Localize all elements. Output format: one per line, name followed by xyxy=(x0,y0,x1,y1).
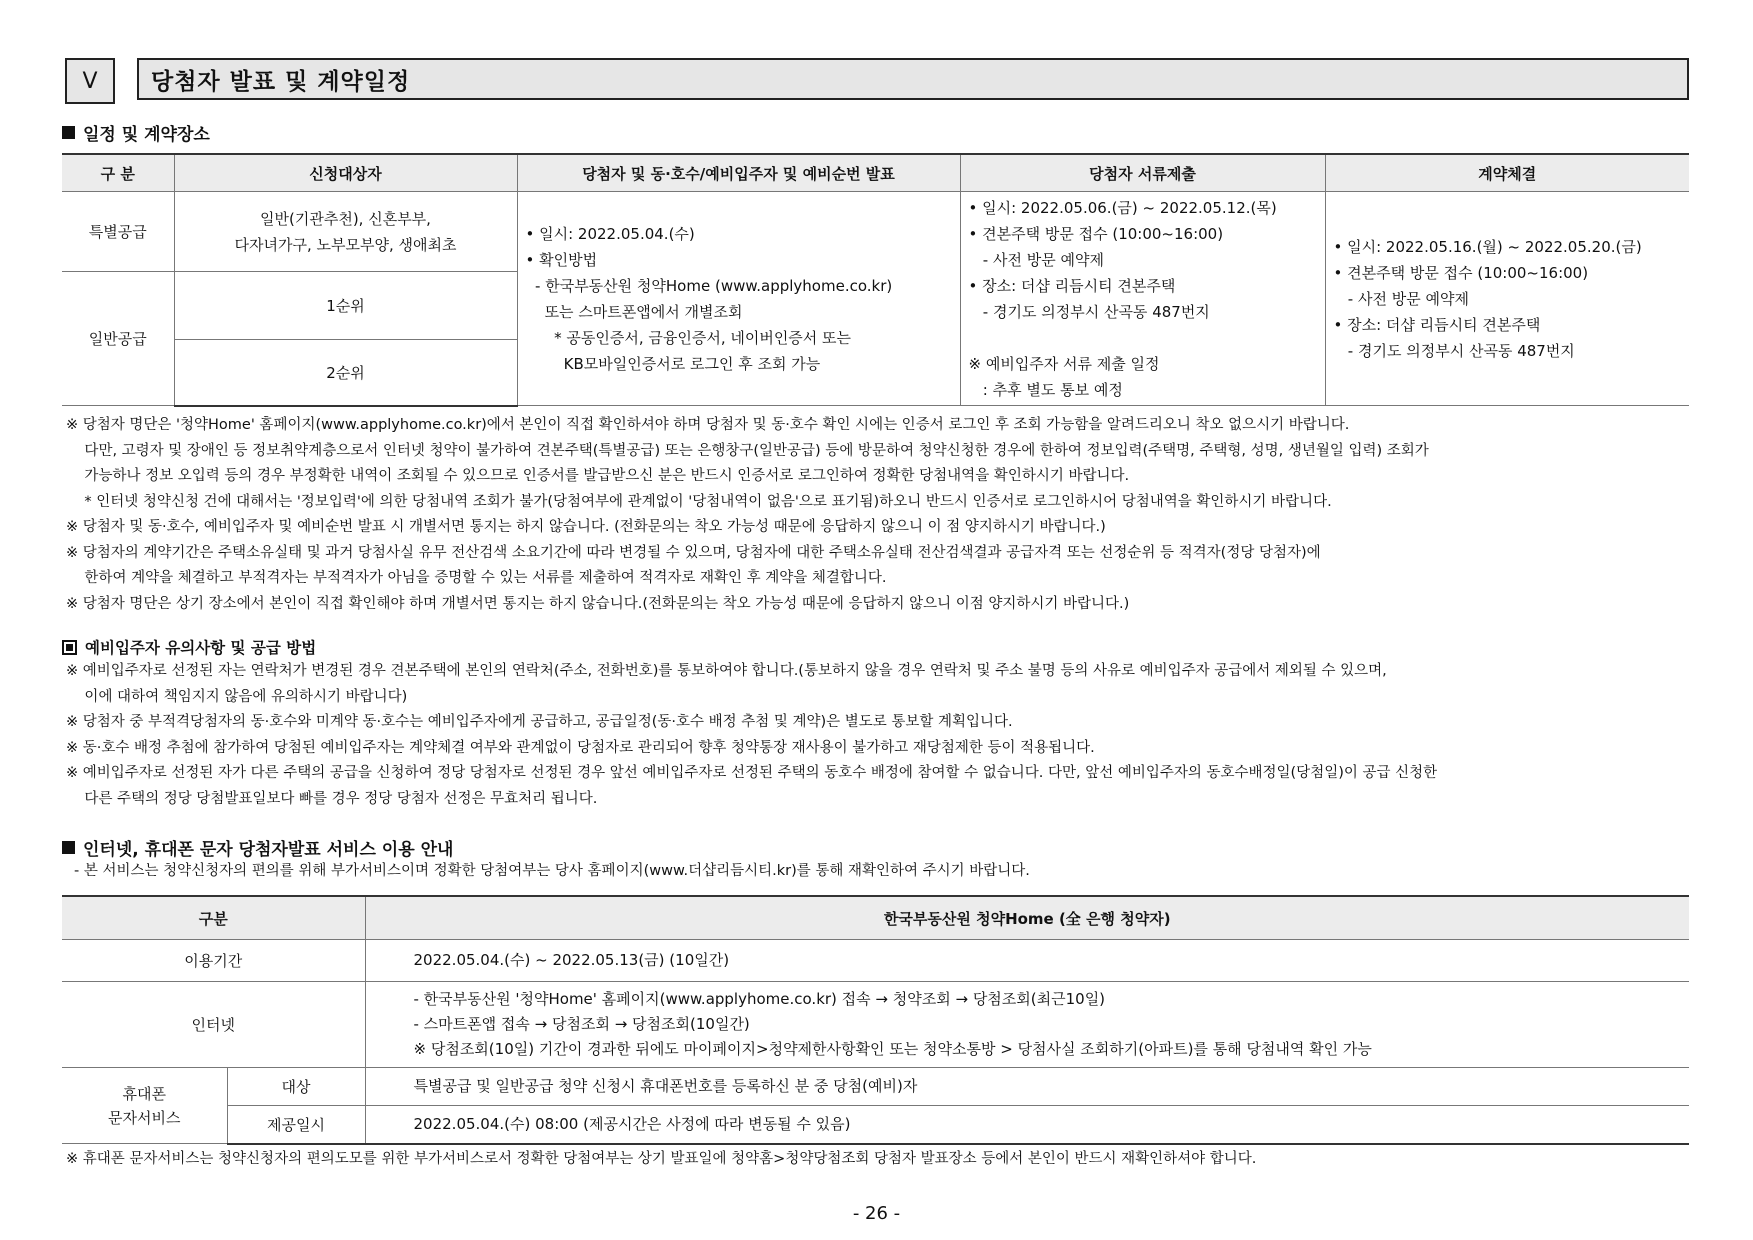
note-line: 가능하나 정보 오입력 등의 경우 부정확한 내역이 조회될 수 있으므로 인증서를 발급받으신 분은 반드시 인증서로 로그인하여 정확한 당첨내역을 확인하시기 바랍니다. xyxy=(66,468,1130,484)
table-row xyxy=(62,940,1689,982)
reserve-notes xyxy=(66,659,1437,812)
documents-cell xyxy=(960,192,1325,406)
service-table xyxy=(62,895,1689,1145)
section-title: 당첨자 발표 및 계약일정 xyxy=(137,58,1689,100)
internet-label: 인터넷 xyxy=(62,982,365,1068)
reserve-note-line: ※ 당첨자 중 부적격당첨자의 동·호수와 미계약 동·호수는 예비입주자에게 공급하고, 공급일정(동·호수 배정 추첨 및 계약)은 별도로 통보할 계획입니다. xyxy=(66,714,1013,730)
sms-label-line: 휴대폰 xyxy=(122,1084,166,1103)
table-row xyxy=(62,192,1689,272)
internet-line: ※ 당첨조회(10일) 기간이 경과한 뒤에도 마이페이지>청약제한사항확인 또는 청약소통방 > 당첨사실 조회하기(아파트)를 통해 당첨내역 확인 가능 xyxy=(413,1040,1372,1058)
square-bullet-icon xyxy=(62,640,77,655)
reserve-note-line: ※ 예비입주자로 선정된 자는 연락처가 변경된 경우 견본주택에 본인의 연락처(주소, 전화번호)를 통보하여야 합니다.(통보하지 않을 경우 연락처 및 주소 불명 등의 사유로 예비입주자 공급에서 제외될 수 있으며, xyxy=(66,663,1387,679)
page-number: - 26 - xyxy=(852,1203,901,1224)
note-line: 한하여 계약을 체결하고 부적격자는 부적격자가 아님을 증명할 수 있는 서류를 제출하여 적격자로 재확인 후 계약을 체결합니다. xyxy=(66,570,887,586)
service-heading-text: 인터넷, 휴대폰 문자 당첨자발표 서비스 이용 안내 xyxy=(83,840,454,860)
header-contract: 계약체결 xyxy=(1325,154,1689,192)
announce-line: * 공동인증서, 금융인증서, 네이버인증서 또는 xyxy=(525,328,852,347)
contract-line: - 경기도 의정부시 산곡동 487번지 xyxy=(1333,341,1575,360)
sms-label xyxy=(62,1068,227,1144)
announce-line: KB모바일인증서로 로그인 후 조회 가능 xyxy=(525,354,821,373)
general-supply-label: 일반공급 xyxy=(62,272,174,406)
reserve-note-line: 다른 주택의 정당 당첨발표일보다 빠를 경우 정당 당첨자 선정은 무효처리 됩니다. xyxy=(66,790,598,807)
documents-line: • 견본주택 방문 접수 (10:00~16:00) xyxy=(968,224,1224,243)
period-label: 이용기간 xyxy=(62,940,365,982)
header-announce: 당첨자 및 동·호수/예비입주자 및 예비순번 발표 xyxy=(517,154,960,192)
reserve-heading xyxy=(62,636,316,658)
reserve-note-line: ※ 예비입주자로 선정된 자가 다른 주택의 공급을 신청하여 정당 당첨자로 선정된 경우 앞선 예비입주자로 선정된 주택의 동호수 배정에 참여할 수 없습니다. 다만, 앞선 예비입주자의 동호수배정일(당첨일)이 공급 신청한 xyxy=(66,765,1438,781)
announce-line: • 일시: 2022.05.04.(수) xyxy=(525,224,695,243)
note-line: ※ 당첨자 및 동·호수, 예비입주자 및 예비순번 발표 시 개별서면 통지는 하지 않습니다. (전화문의는 착오 가능성 때문에 응답하지 않으니 이 점 양지하시기 바랍니다.) xyxy=(66,519,1106,535)
special-target-line: 일반(기관추천), 신혼부부, xyxy=(260,209,431,228)
sms-label-line: 문자서비스 xyxy=(108,1108,181,1127)
documents-line xyxy=(969,325,1324,351)
service-footnote: ※ 휴대폰 문자서비스는 청약신청자의 편의도모를 위한 부가서비스로서 정확한 당첨여부는 상기 발표일에 청약홈>청약당첨조회 당첨자 발표장소 등에서 본인이 반드시 재확인하셔야 합니다. xyxy=(66,1151,1257,1167)
notes-list xyxy=(66,413,1429,617)
square-bullet-icon xyxy=(62,126,75,139)
documents-line: ※ 예비입주자 서류 제출 일정 xyxy=(968,354,1160,373)
rank1-label: 1순위 xyxy=(174,272,517,340)
documents-line: : 추후 별도 통보 예정 xyxy=(968,380,1123,399)
special-targets xyxy=(174,192,517,272)
reserve-heading-text: 예비입주자 유의사항 및 공급 방법 xyxy=(85,639,317,657)
table-row xyxy=(62,982,1689,1068)
schedule-heading xyxy=(62,120,210,145)
table-header-row xyxy=(62,896,1689,940)
target-value: 특별공급 및 일반공급 청약 신청시 휴대폰번호를 등록하신 분 중 당첨(예비)자 xyxy=(365,1068,1689,1106)
contract-line: - 사전 방문 예약제 xyxy=(1333,289,1469,308)
table-row xyxy=(62,1106,1689,1144)
header-target: 신청대상자 xyxy=(174,154,517,192)
schedule-heading-text: 일정 및 계약장소 xyxy=(83,125,210,145)
contract-line: • 장소: 더샵 리듬시티 견본주택 xyxy=(1333,315,1541,334)
announce-cell xyxy=(517,192,960,406)
table-row xyxy=(62,1068,1689,1106)
header-category: 구분 xyxy=(62,896,365,940)
special-target-line: 다자녀가구, 노부모부양, 생애최초 xyxy=(234,235,457,254)
special-supply-label: 특별공급 xyxy=(62,192,174,272)
target-label: 대상 xyxy=(227,1068,365,1106)
internet-line: - 한국부동산원 '청약Home' 홈페이지(www.applyhome.co.kr) 접속 → 청약조회 → 당첨조회(최근10일) xyxy=(413,990,1106,1008)
documents-line: - 사전 방문 예약제 xyxy=(968,250,1104,269)
announce-line: • 확인방법 xyxy=(525,250,598,269)
reserve-note-line: 이에 대하여 책임지지 않음에 유의하시기 바랍니다) xyxy=(66,688,408,705)
time-label: 제공일시 xyxy=(227,1106,365,1144)
note-line: * 인터넷 청약신청 건에 대해서는 '정보입력'에 의한 당첨내역 조회가 불가(당첨여부에 관계없이 '당첨내역이 없음'으로 표기됨)하오니 반드시 인증서로 로그인하시어 당첨내역을 확인하시기 바랍니다. xyxy=(66,493,1332,510)
contract-cell xyxy=(1325,192,1689,406)
time-value: 2022.05.04.(수) 08:00 (제공시간은 사정에 따라 변동될 수 있음) xyxy=(365,1106,1689,1144)
rank2-label: 2순위 xyxy=(174,340,517,406)
header-category: 구 분 xyxy=(62,154,174,192)
note-line: ※ 당첨자 명단은 상기 장소에서 본인이 직접 확인해야 하며 개별서면 통지는 하지 않습니다.(전화문의는 착오 가능성 때문에 응답하지 않으니 이점 양지하시기 바랍니다.) xyxy=(66,595,1130,612)
note-line: ※ 당첨자의 계약기간은 주택소유실태 및 과거 당첨사실 유무 전산검색 소요기간에 따라 변경될 수 있으며, 당첨자에 대한 주택소유실태 전산검색결과 공급자격 또는 선정순위 등 적격자(정당 당첨자)에 xyxy=(66,544,1321,561)
period-value: 2022.05.04.(수) ~ 2022.05.13(금) (10일간) xyxy=(365,940,1689,982)
service-intro: - 본 서비스는 청약신청자의 편의를 위해 부가서비스이며 정확한 당첨여부는 당사 홈페이지(www.더샵리듬시티.kr)를 통해 재확인하여 주시기 바랍니다. xyxy=(74,863,1030,879)
reserve-note-line: ※ 동·호수 배정 추첨에 참가하여 당첨된 예비입주자는 계약체결 여부와 관계없이 당첨자로 관리되어 향후 청약통장 재사용이 불가하고 재당첨제한 등이 적용됩니다. xyxy=(66,739,1095,756)
table-header-row xyxy=(62,154,1689,192)
schedule-table xyxy=(62,153,1689,407)
announce-line: 또는 스마트폰앱에서 개별조회 xyxy=(525,302,743,321)
documents-line: - 경기도 의정부시 산곡동 487번지 xyxy=(968,302,1210,321)
documents-line: • 일시: 2022.05.06.(금) ~ 2022.05.12.(목) xyxy=(968,198,1277,217)
contract-line: • 일시: 2022.05.16.(월) ~ 2022.05.20.(금) xyxy=(1333,237,1642,256)
section-number: V xyxy=(65,58,115,104)
note-line: 다만, 고령자 및 장애인 등 정보취약계층으로서 인터넷 청약이 불가하여 견본주택(특별공급) 또는 은행창구(일반공급) 등에 방문하여 청약신청한 경우에 한하여 정보입력(주택명, 주택형, 성명, 생년월일 입력) 조회가 xyxy=(66,442,1429,459)
documents-line: • 장소: 더샵 리듬시티 견본주택 xyxy=(968,276,1176,295)
announce-line: - 한국부동산원 청약Home (www.applyhome.co.kr) xyxy=(525,276,893,295)
header-provider: 한국부동산원 청약Home (全 은행 청약자) xyxy=(365,896,1689,940)
note-line: ※ 당첨자 명단은 '청약Home' 홈페이지(www.applyhome.co.kr)에서 본인이 직접 확인하셔야 하며 당첨자 및 동·호수 확인 시에는 인증서 로그인 후 조회 가능함을 알려드리오니 착오 없으시기 바랍니다. xyxy=(66,417,1350,433)
square-bullet-icon xyxy=(62,841,75,854)
service-heading xyxy=(62,835,453,860)
header-documents: 당첨자 서류제출 xyxy=(960,154,1325,192)
contract-line: • 견본주택 방문 접수 (10:00~16:00) xyxy=(1333,263,1589,282)
internet-line: - 스마트폰앱 접속 → 당첨조회 → 당첨조회(10일간) xyxy=(413,1015,750,1033)
internet-lines xyxy=(365,982,1689,1068)
